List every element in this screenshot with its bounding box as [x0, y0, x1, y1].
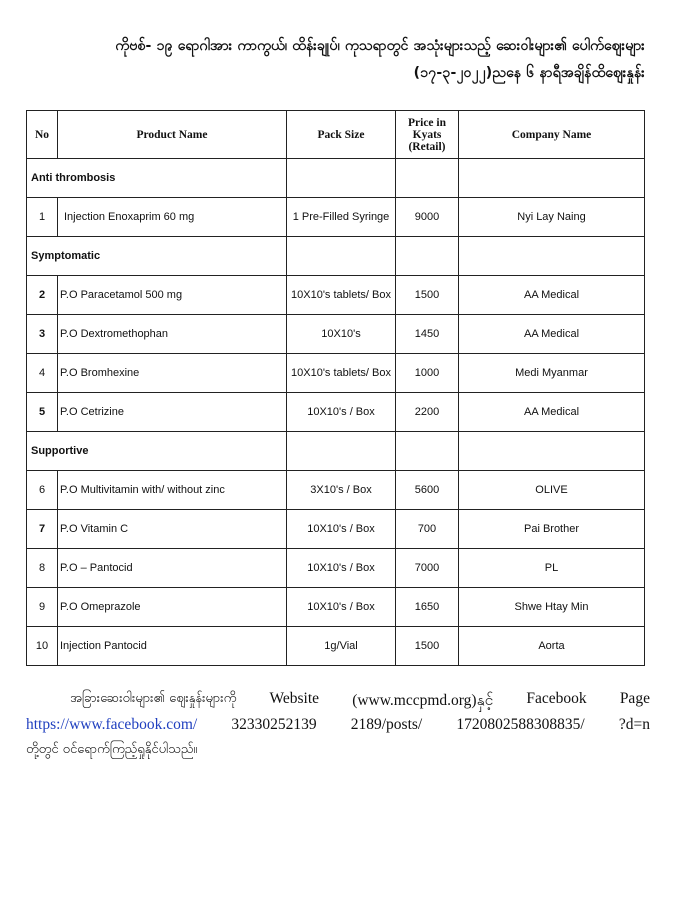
product-name: Injection Enoxaprim 60 mg [58, 198, 287, 237]
empty-cell [396, 159, 459, 198]
pack-size: 10X10's tablets/ Box [287, 276, 396, 315]
pack-size: 10X10's / Box [287, 588, 396, 627]
product-name: P.O – Pantocid [58, 549, 287, 588]
price: 1650 [396, 588, 459, 627]
table-header-row [27, 111, 645, 159]
empty-cell [459, 432, 645, 471]
price: 1450 [396, 315, 459, 354]
pack-size: 10X10's tablets/ Box [287, 354, 396, 393]
category-label: Supportive [27, 432, 287, 471]
row-number: 5 [27, 393, 58, 432]
company-name: Medi Myanmar [459, 354, 645, 393]
row-number: 7 [27, 510, 58, 549]
row-number: 9 [27, 588, 58, 627]
drug-price-table [26, 110, 645, 666]
footer-note-line2 [26, 716, 650, 734]
company-name: AA Medical [459, 315, 645, 354]
product-name: Injection Pantocid [58, 627, 287, 666]
company-name: Nyi Lay Naing [459, 198, 645, 237]
pack-size: 10X10's / Box [287, 393, 396, 432]
pack-size: 3X10's / Box [287, 471, 396, 510]
empty-cell [396, 237, 459, 276]
table-row [27, 198, 645, 237]
empty-cell [459, 159, 645, 198]
row-number: 8 [27, 549, 58, 588]
company-name: PL [459, 549, 645, 588]
pack-size: 10X10's / Box [287, 549, 396, 588]
price: 1500 [396, 627, 459, 666]
category-row [27, 432, 645, 471]
pack-size: 1 Pre-Filled Syringe [287, 198, 396, 237]
price: 1000 [396, 354, 459, 393]
category-row [27, 159, 645, 198]
price: 5600 [396, 471, 459, 510]
footer-website-word: Website [269, 690, 320, 707]
footer-website-url[interactable]: (www.mccpmd.org)နှင့် [352, 692, 494, 709]
column-header-pack-size: Pack Size [287, 111, 396, 159]
pack-size: 10X10's / Box [287, 510, 396, 549]
price: 9000 [396, 198, 459, 237]
page-title: ကိုဗစ်- ၁၉ ရောဂါအား ကာကွယ်၊ ထိန်းချုပ်၊ ကုသရာတွင် အသုံးများသည့် ဆေးဝါးများ၏ ပေါက်ဈေးများ [115, 38, 645, 54]
pack-size: 10X10's [287, 315, 396, 354]
price: 1500 [396, 276, 459, 315]
empty-cell [396, 432, 459, 471]
price: 700 [396, 510, 459, 549]
footer-note-text: အခြားဆေးဝါးများ၏ ဈေးနှုန်းများကို [70, 691, 237, 706]
table-row [27, 588, 645, 627]
company-name: Aorta [459, 627, 645, 666]
row-number: 6 [27, 471, 58, 510]
product-name: P.O Cetrizine [58, 393, 287, 432]
company-name: AA Medical [459, 276, 645, 315]
footer-page-word: Page [619, 690, 650, 707]
table-row [27, 393, 645, 432]
category-label: Symptomatic [27, 237, 287, 276]
page-subtitle-date: (၁၇-၃-၂၀၂၂)ညနေ ၆ နာရီအချိန်ထိဈေးနှုန်း [413, 65, 645, 81]
empty-cell [287, 237, 396, 276]
facebook-link-part[interactable]: ?d=n [618, 716, 650, 733]
table-row [27, 315, 645, 354]
product-name: P.O Omeprazole [58, 588, 287, 627]
footer-note-line1 [26, 690, 650, 713]
table-row [27, 627, 645, 666]
product-name: P.O Paracetamol 500 mg [58, 276, 287, 315]
facebook-link-part[interactable]: 32330252139 [231, 716, 317, 733]
empty-cell [287, 159, 396, 198]
product-name: P.O Bromhexine [58, 354, 287, 393]
footer-facebook-word: Facebook [526, 690, 587, 707]
category-label: Anti thrombosis [27, 159, 287, 198]
facebook-link[interactable]: https://www.facebook.com/ [26, 716, 198, 733]
row-number: 2 [27, 276, 58, 315]
company-name: Shwe Htay Min [459, 588, 645, 627]
footer-note-line3: တို့တွင် ဝင်ရောက်ကြည့်ရှုနိုင်ပါသည်။ [26, 742, 198, 757]
product-name: P.O Multivitamin with/ without zinc [58, 471, 287, 510]
company-name: AA Medical [459, 393, 645, 432]
category-row [27, 237, 645, 276]
facebook-link-part[interactable]: 1720802588308835/ [456, 716, 585, 733]
table-row [27, 549, 645, 588]
price: 2200 [396, 393, 459, 432]
price: 7000 [396, 549, 459, 588]
empty-cell [287, 432, 396, 471]
column-header-no: No [27, 111, 58, 159]
row-number: 4 [27, 354, 58, 393]
row-number: 10 [27, 627, 58, 666]
row-number: 1 [27, 198, 58, 237]
company-name: Pai Brother [459, 510, 645, 549]
company-name: OLIVE [459, 471, 645, 510]
product-name: P.O Vitamin C [58, 510, 287, 549]
row-number: 3 [27, 315, 58, 354]
product-name: P.O Dextromethophan [58, 315, 287, 354]
table-row [27, 354, 645, 393]
pack-size: 1g/Vial [287, 627, 396, 666]
table-row [27, 510, 645, 549]
table-row [27, 276, 645, 315]
facebook-link-part[interactable]: 2189/posts/ [350, 716, 423, 733]
empty-cell [459, 237, 645, 276]
column-header-company: Company Name [459, 111, 645, 159]
table-row [27, 471, 645, 510]
column-header-price: Price in Kyats (Retail) [396, 111, 459, 159]
column-header-product: Product Name [58, 111, 287, 159]
